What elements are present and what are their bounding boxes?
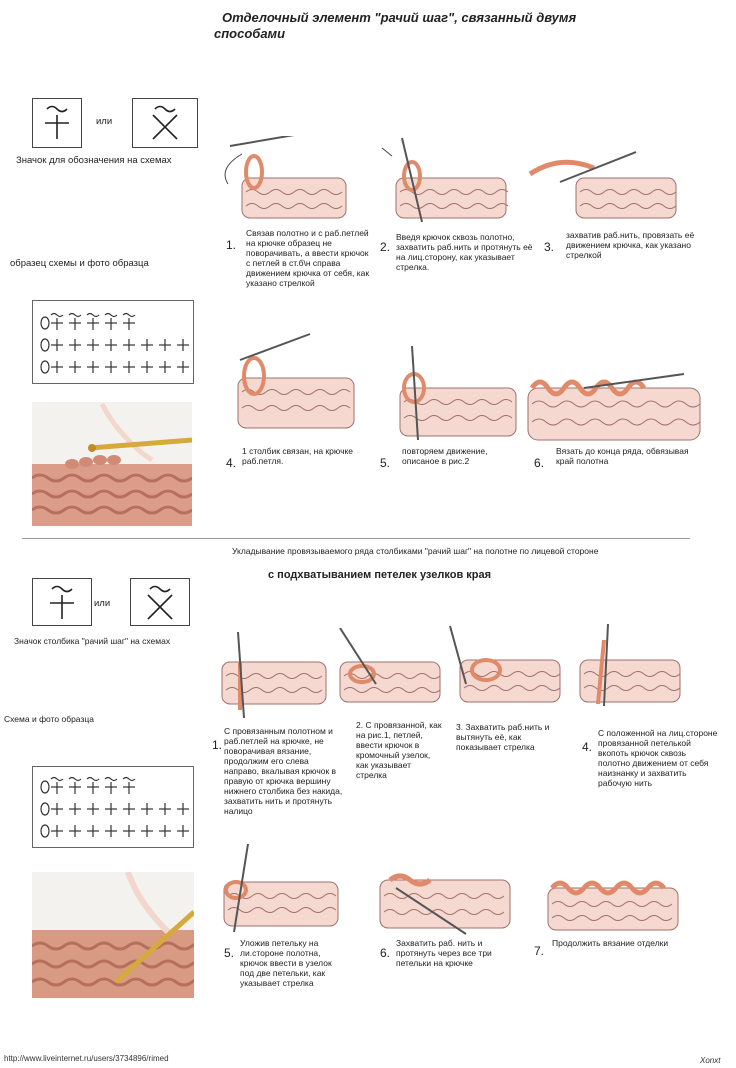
s2-step1-num: 1. bbox=[212, 738, 223, 752]
s2-step6-text: Захватить раб. нить и протянуть через все три петельки на крючке bbox=[396, 938, 492, 968]
crochet-sample-image bbox=[32, 402, 192, 526]
section-divider bbox=[22, 538, 690, 539]
step5-num: 5. bbox=[380, 456, 391, 470]
or-label-1: или bbox=[96, 116, 113, 127]
step2-num: 2. bbox=[380, 240, 391, 254]
step6-text: Вязать до конца ряда, обвязывая край полотна bbox=[556, 446, 689, 466]
symbol2-plus-tilde bbox=[32, 578, 92, 626]
title-line1: Отделочный элемент "рачий шаг", связанный двумя bbox=[222, 10, 577, 25]
step-figure-5 bbox=[372, 336, 522, 446]
s2-step4-num: 4. bbox=[582, 740, 593, 754]
step2-figure-3 bbox=[436, 624, 566, 714]
stitch-schema-1 bbox=[32, 300, 194, 384]
crochet-sample-image bbox=[32, 872, 194, 998]
schema-symbols bbox=[33, 301, 193, 383]
page-title bbox=[222, 10, 642, 26]
page-title-line2: способами bbox=[214, 26, 286, 41]
step6-num: 6. bbox=[534, 456, 545, 470]
plus-tilde-icon bbox=[33, 579, 91, 625]
step-figure-2 bbox=[372, 136, 512, 226]
sample-caption-1: образец схемы и фото образца bbox=[10, 258, 149, 269]
step2-figure-5 bbox=[212, 838, 342, 938]
section2-subtitle: с подхватыванием петелек узелков края bbox=[268, 569, 492, 581]
step2-text: Введя крючок сквозь полотно, захватить раб.нить и протянуть её на лиц.сторону, как указывает стрелка. bbox=[396, 232, 533, 272]
s2-step6-num: 6. bbox=[380, 946, 391, 960]
symbol-cross-tilde bbox=[132, 98, 198, 148]
symbol-plus-tilde bbox=[32, 98, 82, 148]
step1-num: 1. bbox=[226, 238, 237, 252]
step2-figure-4 bbox=[574, 620, 704, 710]
symbol-caption-1: Значок для обозначения на схемах bbox=[16, 155, 172, 166]
step-figure-3 bbox=[520, 136, 680, 226]
cross-tilde-icon bbox=[133, 99, 197, 147]
s2-step5-text: Уложив петельку на ли.стороне полотна, крючок ввести в узелок под две петельки, как указывает стрелка bbox=[240, 938, 332, 988]
step3-text: захватив раб.нить, провязать её движением крючка, как указано стрелкой bbox=[566, 230, 695, 260]
symbol2-cross-tilde bbox=[130, 578, 190, 626]
divider-caption: Укладывание провязываемого ряда столбиками "рачий шаг" на полотне по лицевой стороне bbox=[232, 546, 599, 556]
step-figure-1 bbox=[210, 136, 350, 226]
step2-figure-6 bbox=[366, 840, 516, 940]
step-figure-6 bbox=[524, 348, 704, 448]
s2-step2-text: 2. С провязанной, как на рис.1, петлей, ввести крючок в кромочный узелок, как указывает стрелка bbox=[356, 720, 442, 780]
cross-tilde-icon bbox=[131, 579, 189, 625]
step2-figure-7 bbox=[544, 866, 684, 936]
step4-num: 4. bbox=[226, 456, 237, 470]
schema-symbols bbox=[33, 767, 193, 847]
step5-text: повторяем движение, описаное в рис.2 bbox=[402, 446, 488, 466]
s2-step1-text: С провязанным полотном и раб.петлей на крючке, не поворачивая вязание, продолжим его слева направо, вкалывая крючок в правую от крючка вершину нижнего столбика без накида, захватить нить и протянуть налицо bbox=[224, 726, 343, 816]
source-url-link[interactable]: http://www.liveinternet.ru/users/3734896/rimed bbox=[4, 1054, 169, 1063]
plus-tilde-icon bbox=[33, 99, 81, 147]
sample-photo-2 bbox=[32, 872, 194, 998]
stitch-schema-2 bbox=[32, 766, 194, 848]
symbol-caption-2: Значок столбика "рачий шаг" на схемах bbox=[14, 636, 171, 646]
sample-caption-2: Схема и фото образца bbox=[4, 714, 94, 724]
or-label-2: или bbox=[94, 598, 111, 609]
step2-figure-2 bbox=[316, 628, 446, 718]
step2-figure-1 bbox=[210, 632, 330, 722]
sample-photo-1 bbox=[32, 402, 192, 526]
step1-text: Связав полотно и с раб.петлей на крючке образец не поворачивать, а ввести крючок с петлей в ст.б\н справа движением крючка от себя, как указано стрелкой bbox=[246, 228, 370, 288]
s2-step7-text: Продолжить вязание отделки bbox=[552, 938, 669, 948]
s2-step5-num: 5. bbox=[224, 946, 235, 960]
step-figure-4 bbox=[210, 330, 360, 440]
s2-step4-text: С положенной на лиц.стороне провязанной петелькой вкопоть крючок сквозь полотно движением от себя наизнанку и захватить рабочую нить bbox=[598, 728, 718, 788]
step3-num: 3. bbox=[544, 240, 555, 254]
s2-step3-text: 3. Захватить раб.нить и вытянуть её, как показывает стрелка bbox=[456, 722, 550, 752]
s2-step7-num: 7. bbox=[534, 944, 545, 958]
step4-text: 1 столбик связан, на крючке раб.петля. bbox=[242, 446, 354, 466]
signature: Xonxt bbox=[700, 1056, 721, 1065]
